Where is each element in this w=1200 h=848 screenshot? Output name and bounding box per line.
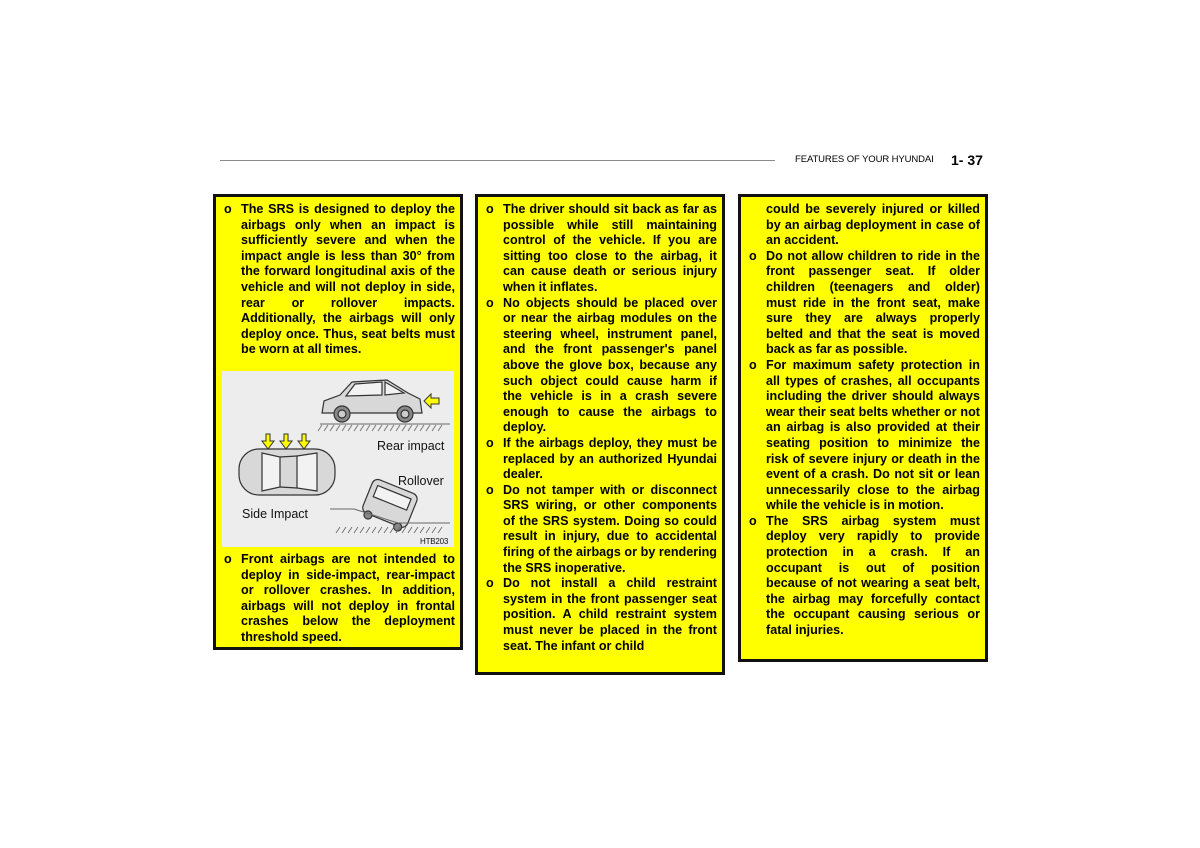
bullet-mark: o	[224, 552, 232, 566]
bullet-item	[744, 249, 980, 358]
bullet-item	[481, 202, 717, 296]
car-side-view	[322, 380, 422, 422]
section-title: FEATURES OF YOUR HYUNDAI	[795, 154, 934, 165]
label-side-impact: Side Impact	[242, 507, 309, 521]
bullet-item	[481, 576, 717, 654]
ground-hatch-rear	[318, 424, 450, 431]
bullet-text: could be severely injured or killed by an airbag deployment in case of an accident.	[766, 202, 980, 248]
bullet-list-top	[219, 202, 455, 358]
label-rear-impact: Rear impact	[377, 439, 445, 453]
bullet-text: Front airbags are not intended to deploy in side-impact, rear-impact or rollover crashes. In addition, airbags will not deploy in frontal crashes below the deployment threshold speed.	[241, 552, 455, 644]
bullet-item	[481, 296, 717, 436]
side-impact-arrows	[262, 434, 310, 449]
bullet-text: The SRS is designed to deploy the airbags only when an impact is sufficiently severe and when the impact angle is less than 30° from the forward longitudinal axis of the vehicle and will not deploy in side, rear or rollover impacts. Additionally, the airbags will only deploy once. Thus, seat belts must be worn at all times.	[241, 202, 455, 357]
bullet-item	[481, 483, 717, 577]
bullet-mark: o	[749, 248, 757, 263]
bullet-text: Do not allow children to ride in the front passenger seat. If older children (teenagers and older) must ride in the front seat, make sure they are always properly belted and that the seat is moved back as far as possible.	[766, 248, 980, 357]
bullet-mark: o	[224, 202, 232, 216]
bullet-text: For maximum safety protection in all types of crashes, all occupants including the driver should always wear their seat belts whether or not an airbag is also provided at their seating position to minimize the risk of severe injury or death in the event of a crash. Do not sit or lean unnecessarily close to the airbag while the vehicle is in motion.	[766, 357, 980, 513]
bullet-mark: o	[749, 513, 757, 528]
rear-impact-arrow	[424, 394, 439, 408]
warning-box-1	[213, 194, 463, 650]
bullet-text: The driver should sit back as far as possible while still maintaining control of the vehicle. If you are sitting too close to the airbag, it can cause death or serious injury when it inflates.	[503, 202, 717, 294]
bullet-item	[481, 436, 717, 483]
warning-box-3	[738, 194, 988, 662]
continuation-text	[744, 202, 980, 249]
label-rollover: Rollover	[398, 474, 444, 488]
bullet-mark: o	[486, 435, 494, 450]
bullet-item	[219, 202, 455, 358]
figure-code: HTB203	[420, 537, 449, 546]
page-number: 1- 37	[951, 152, 983, 168]
bullet-mark: o	[486, 576, 494, 591]
bullet-list-bottom	[219, 552, 455, 646]
airbag-impact-illustration	[222, 371, 454, 547]
bullet-list	[744, 202, 980, 639]
bullet-item	[744, 358, 980, 514]
bullet-mark: o	[486, 482, 494, 497]
bullet-list	[481, 202, 717, 654]
bullet-mark: o	[749, 357, 757, 372]
bullet-text: No objects should be placed over or near the airbag modules on the steering wheel, instrument panel, and the front passenger's panel above the glove box, because any such object could cause harm if the vehicle is in a crash severe enough to cause the airbags to deploy.	[503, 295, 717, 435]
bullet-text: Do not tamper with or disconnect SRS wiring, or other components of the SRS system. Doing so could result in injury, due to accidental firing of the airbags or by rendering the SRS inoperative.	[503, 482, 717, 575]
bullet-text: The SRS airbag system must deploy very rapidly to provide protection in a crash. If an occupant is out of position because of not wearing a seat belt, the airbag may forcefully contact the occupant causing serious or fatal injuries.	[766, 513, 980, 638]
header-rule	[220, 160, 775, 161]
bullet-item	[219, 552, 455, 646]
bullet-text: If the airbags deploy, they must be replaced by an authorized Hyundai dealer.	[503, 435, 717, 482]
bullet-mark: o	[486, 202, 494, 216]
bullet-mark: o	[486, 295, 494, 310]
warning-box-2	[475, 194, 725, 675]
bullet-item	[744, 514, 980, 639]
car-top-view	[239, 449, 335, 495]
bullet-text: Do not install a child restraint system in the front passenger seat position. A child restraint system must never be placed in the front seat. The infant or child	[503, 576, 717, 653]
